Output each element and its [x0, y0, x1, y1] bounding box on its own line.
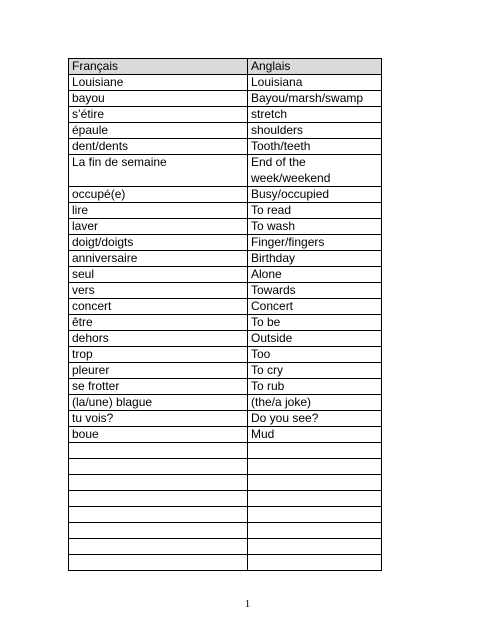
french-cell: La fin de semaine — [69, 155, 248, 187]
english-cell: End of the week/weekend — [248, 155, 382, 187]
english-cell: To rub — [248, 379, 382, 395]
english-cell: stretch — [248, 107, 382, 123]
french-cell: bayou — [69, 91, 248, 107]
table-row — [69, 203, 382, 219]
french-cell: être — [69, 315, 248, 331]
table-row — [69, 427, 382, 443]
french-cell: trop — [69, 347, 248, 363]
french-cell — [69, 491, 248, 507]
english-cell: (the/a joke) — [248, 395, 382, 411]
table-row — [69, 443, 382, 459]
table-row — [69, 363, 382, 379]
table-row — [69, 107, 382, 123]
table-row — [69, 539, 382, 555]
table-row — [69, 219, 382, 235]
french-cell — [69, 555, 248, 571]
english-cell — [248, 459, 382, 475]
header-english: Anglais — [248, 59, 382, 75]
french-cell: occupé(e) — [69, 187, 248, 203]
table-row — [69, 411, 382, 427]
english-cell — [248, 491, 382, 507]
english-cell: Louisiana — [248, 75, 382, 91]
french-cell: lire — [69, 203, 248, 219]
table-row — [69, 91, 382, 107]
table-row — [69, 75, 382, 91]
english-cell — [248, 523, 382, 539]
french-cell — [69, 475, 248, 491]
vocabulary-table — [68, 58, 382, 571]
english-cell: To wash — [248, 219, 382, 235]
english-cell: Outside — [248, 331, 382, 347]
vocabulary-table-body — [69, 59, 382, 571]
table-row — [69, 507, 382, 523]
table-row — [69, 235, 382, 251]
english-cell: Concert — [248, 299, 382, 315]
french-cell: tu vois? — [69, 411, 248, 427]
english-cell — [248, 475, 382, 491]
table-row — [69, 315, 382, 331]
table-row — [69, 491, 382, 507]
table-row — [69, 187, 382, 203]
english-cell: To read — [248, 203, 382, 219]
english-cell: Bayou/marsh/swamp — [248, 91, 382, 107]
table-row — [69, 347, 382, 363]
table-row — [69, 123, 382, 139]
french-cell: seul — [69, 267, 248, 283]
table-row — [69, 299, 382, 315]
english-cell: Tooth/teeth — [248, 139, 382, 155]
english-cell: Do you see? — [248, 411, 382, 427]
table-row — [69, 475, 382, 491]
french-cell — [69, 443, 248, 459]
french-cell: vers — [69, 283, 248, 299]
french-cell: doigt/doigts — [69, 235, 248, 251]
table-row — [69, 331, 382, 347]
french-cell — [69, 507, 248, 523]
french-cell: Louisiane — [69, 75, 248, 91]
french-cell: épaule — [69, 123, 248, 139]
french-cell: s’étire — [69, 107, 248, 123]
french-cell: laver — [69, 219, 248, 235]
english-cell: Finger/fingers — [248, 235, 382, 251]
table-row — [69, 459, 382, 475]
header-french: Français — [69, 59, 248, 75]
table-row — [69, 555, 382, 571]
english-cell: shoulders — [248, 123, 382, 139]
english-cell: Birthday — [248, 251, 382, 267]
french-cell: se frotter — [69, 379, 248, 395]
english-cell: Mud — [248, 427, 382, 443]
english-cell — [248, 555, 382, 571]
english-cell: Too — [248, 347, 382, 363]
french-cell: dehors — [69, 331, 248, 347]
table-row — [69, 251, 382, 267]
english-cell: Busy/occupied — [248, 187, 382, 203]
table-row — [69, 523, 382, 539]
french-cell — [69, 459, 248, 475]
english-cell: To cry — [248, 363, 382, 379]
table-row — [69, 395, 382, 411]
english-cell: To be — [248, 315, 382, 331]
french-cell: boue — [69, 427, 248, 443]
page-number: 1 — [244, 598, 251, 610]
english-cell — [248, 443, 382, 459]
table-row — [69, 379, 382, 395]
french-cell: concert — [69, 299, 248, 315]
table-header-row — [69, 59, 382, 75]
english-cell — [248, 507, 382, 523]
french-cell — [69, 539, 248, 555]
table-row — [69, 283, 382, 299]
table-row — [69, 267, 382, 283]
table-row — [69, 139, 382, 155]
french-cell: (la/une) blague — [69, 395, 248, 411]
english-cell — [248, 539, 382, 555]
english-cell: Towards — [248, 283, 382, 299]
french-cell: pleurer — [69, 363, 248, 379]
table-row — [69, 155, 382, 187]
english-cell: Alone — [248, 267, 382, 283]
french-cell — [69, 523, 248, 539]
french-cell: anniversaire — [69, 251, 248, 267]
french-cell: dent/dents — [69, 139, 248, 155]
